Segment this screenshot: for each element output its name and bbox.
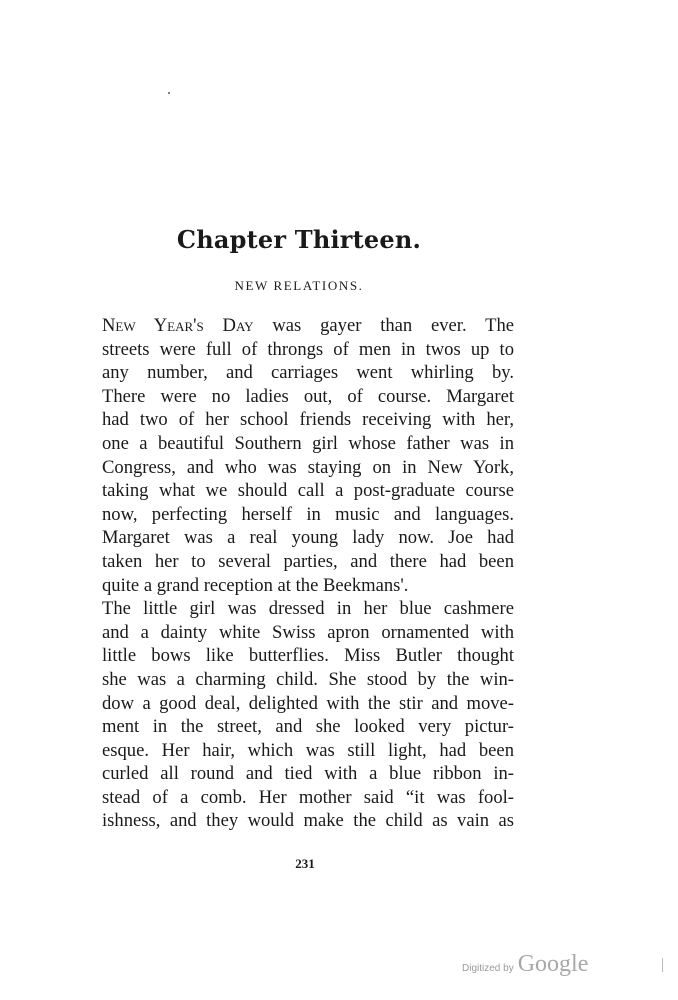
text-line-2: streets were full of throngs of men in twos up to xyxy=(102,338,514,360)
page-number: 231 xyxy=(295,856,315,871)
body-text xyxy=(102,314,514,833)
text-line-5: had two of her school friends receiving with her, xyxy=(102,409,514,431)
digitized-watermark xyxy=(462,951,588,978)
chapter-title: Chapter Thirteen. xyxy=(176,225,422,254)
text-line-19: esque. Her hair, which was still light, had been xyxy=(102,739,514,761)
text-line-18: ment in the street, and she looked very pictur- xyxy=(102,716,514,738)
text-line-17: dow a good deal, delighted with the stir and move- xyxy=(102,692,514,714)
scan-edge-mark xyxy=(662,958,663,972)
text-line-4: There were no ladies out, of course. Margaret xyxy=(102,385,514,407)
ink-speck xyxy=(168,92,170,94)
text-line-22: ishness, and they would make the child as vain as xyxy=(102,810,514,832)
text-line-6: one a beautiful Southern girl whose father was in xyxy=(102,432,514,454)
text-line-10: Margaret was a real young lady now. Joe had xyxy=(102,527,514,549)
text-line-7: Congress, and who was staying on in New York, xyxy=(102,456,514,478)
text-line-8: taking what we should call a post-graduate course xyxy=(102,480,514,502)
watermark-prefix: Digitized by xyxy=(462,963,514,974)
text-line-12: quite a grand reception at the Beekmans'. xyxy=(102,574,409,596)
text-line-1: New Year's Day was gayer than ever. The xyxy=(102,315,514,336)
text-line-13: The little girl was dressed in her blue cashmere xyxy=(102,598,514,620)
text-line-21: stead of a comb. Her mother said “it was fool- xyxy=(102,786,514,808)
text-line-14: and a dainty white Swiss apron ornamented with xyxy=(102,621,514,643)
section-title: NEW RELATIONS. xyxy=(234,278,364,293)
text-line-11: taken her to several parties, and there had been xyxy=(102,550,514,572)
google-logo: Google xyxy=(517,951,589,977)
text-line-20: curled all round and tied with a blue ribbon in- xyxy=(102,763,514,785)
text-line-3: any number, and carriages went whirling by. xyxy=(102,362,514,384)
text-line-15: little bows like butterflies. Miss Butler thought xyxy=(102,645,514,667)
text-line-9: now, perfecting herself in music and languages. xyxy=(102,503,514,525)
opening-words: New Year's Day xyxy=(102,315,254,336)
text-line-16: she was a charming child. She stood by the win- xyxy=(102,668,514,690)
